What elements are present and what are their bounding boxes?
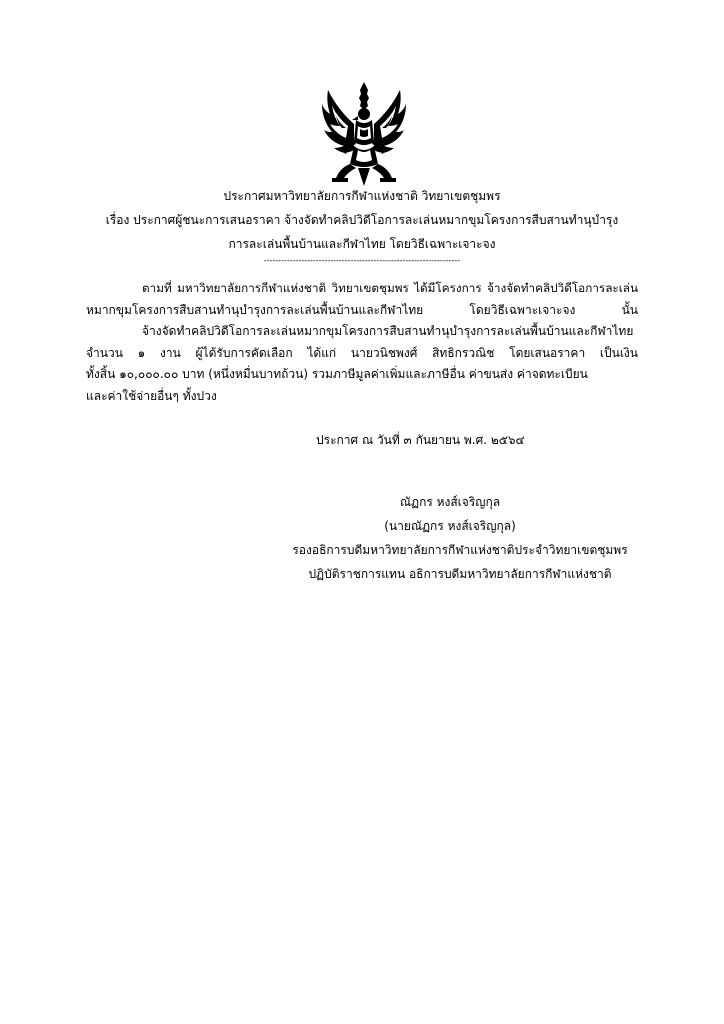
body-paragraph-line-4: จำนวน ๑ งาน ผู้ได้รับการคัดเลือก ได้แก่ นายวนิชพงศ์ สิทธิกรวณิช โดยเสนอราคา เป็นเงิน — [86, 346, 638, 360]
signature-position-1: รองอธิการบดีมหาวิทยาลัยการกีฬาแห่งชาติประจำวิทยาเขตชุมพร — [292, 543, 628, 557]
document-subject-line-1: เรื่อง ประกาศผู้ชนะการเสนอราคา จ้างจัดทำคลิปวิดีโอการละเล่นหมากขุมโครงการสืบสานทำนุบำรุง — [105, 213, 619, 227]
signature-name: ณัฏกร หงส์เจริญกุล — [399, 495, 501, 509]
body-paragraph-line-3: จ้างจัดทำคลิปวิดีโอการละเล่นหมากขุมโครงการสืบสานทำนุบำรุงการละเล่นพื้นบ้านและกีฬาไทย — [142, 324, 634, 338]
separator-line: -------------------------------------------------------------------- — [263, 256, 461, 265]
announce-date: ประกาศ ณ วันที่ ๓ กันยายน พ.ศ. ๒๕๖๔ — [316, 433, 525, 447]
garuda-emblem-icon — [318, 80, 410, 188]
signature-name-parenthesized: (นายณัฏกร หงส์เจริญกุล) — [384, 519, 516, 533]
body-paragraph-line-1: ตามที่ มหาวิทยาลัยการกีฬาแห่งชาติ วิทยาเขตชุมพร ได้มีโครงการ จ้างจัดทำคลิปวิดีโอการละเล่น — [142, 281, 638, 295]
body-paragraph-line-5: ทั้งสิ้น ๑๐,๐๐๐.๐๐ บาท (หนึ่งหมื่นบาทถ้วน) รวมภาษีมูลค่าเพิ่มและภาษีอื่น ค่าขนส่ง ค่าจดทะเบียน — [86, 367, 588, 381]
document-title: ประกาศมหาวิทยาลัยการกีฬาแห่งชาติ วิทยาเขตชุมพร — [223, 189, 501, 203]
document-subject-line-2: การละเล่นพื้นบ้านและกีฬาไทย โดยวิธีเฉพาะเจาะจง — [228, 237, 496, 251]
body-paragraph-line-2: หมากขุมโครงการสืบสานทำนุบำรุงการละเล่นพื้นบ้านและกีฬาไทย โดยวิธีเฉพาะเจาะจง นั้น — [86, 303, 638, 317]
signature-position-2: ปฏิบัติราชการแทน อธิการบดีมหาวิทยาลัยการกีฬาแห่งชาติ — [308, 567, 612, 581]
body-paragraph-line-6: และค่าใช้จ่ายอื่นๆ ทั้งปวง — [86, 389, 217, 403]
